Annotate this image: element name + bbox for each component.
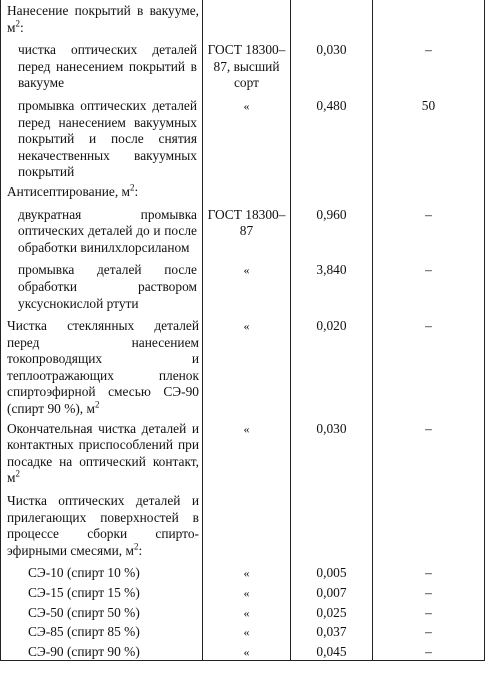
standard-cell: ГОСТ 18300–87, высший сорт (203, 36, 291, 92)
value-cell: 0,020 (291, 312, 373, 418)
value2-cell: – (373, 641, 485, 661)
item-name-cell: чистка оптических деталей перед нанесением покрытий в вакууме (1, 36, 203, 92)
table-row (1, 621, 485, 641)
value2-cell: – (373, 582, 485, 602)
section-header-cell: Антисептирование, $м^2$: (1, 181, 203, 201)
value-cell: 0,045 (291, 641, 373, 661)
table-row (1, 312, 485, 418)
table-row (1, 36, 485, 92)
standard-cell: « (203, 312, 291, 418)
value2-cell: – (373, 602, 485, 622)
table-row (1, 0, 485, 36)
table-row (1, 487, 485, 559)
item-name-cell: СЭ-10 (спирт 10 %) (1, 559, 203, 582)
value-cell: 0,037 (291, 621, 373, 641)
item-name-cell: СЭ-85 (спирт 85 %) (1, 621, 203, 641)
value-cell: 0,480 (291, 92, 373, 181)
standard-cell: « (203, 559, 291, 582)
value2-cell: – (373, 36, 485, 92)
value-cell: 0,025 (291, 602, 373, 622)
standard-cell: « (203, 418, 291, 487)
value2-cell: – (373, 559, 485, 582)
section-header-cell: Нанесение покрытий в вакууме, $м^2$: (1, 0, 203, 36)
table-row (1, 582, 485, 602)
standard-cell: « (203, 92, 291, 181)
item-name-cell: промывка деталей после обработки раствором уксуснокислой ртути (1, 256, 203, 312)
value2-cell: – (373, 256, 485, 312)
standard-cell: « (203, 641, 291, 661)
table-row (1, 602, 485, 622)
item-name-cell: СЭ-50 (спирт 50 %) (1, 602, 203, 622)
standard-cell: « (203, 621, 291, 641)
item-name-cell: Чистка стеклянных деталей перед нанесением токопроводящих и теплоотражающих пленок спиртоэфирной смесью СЭ-90 (спирт 90 %), $м^2$ (1, 312, 203, 418)
value-cell: 0,960 (291, 201, 373, 257)
table-row (1, 418, 485, 487)
table-row (1, 92, 485, 181)
standard-cell: « (203, 602, 291, 622)
value2-cell: – (373, 621, 485, 641)
standard-cell: « (203, 582, 291, 602)
item-name-cell: СЭ-90 (спирт 90 %) (1, 641, 203, 661)
table-row (1, 201, 485, 257)
item-name-cell: СЭ-15 (спирт 15 %) (1, 582, 203, 602)
table-row (1, 181, 485, 201)
standard-cell: « (203, 256, 291, 312)
standard-cell: ГОСТ 18300–87 (203, 201, 291, 257)
value-cell: 0,030 (291, 418, 373, 487)
table-row (1, 641, 485, 661)
section-header-cell: Чистка оптических деталей и прилегающих поверхностей в процессе сборки спирто-эфирными смесями, $м^2$: (1, 487, 203, 559)
table-row (1, 559, 485, 582)
table-row (1, 256, 485, 312)
item-name-cell: промывка оптических деталей перед нанесением вакуумных покрытий и после снятия некачественных вакуумных покрытий (1, 92, 203, 181)
value2-cell: – (373, 312, 485, 418)
value2-cell: 50 (373, 92, 485, 181)
value2-cell: – (373, 201, 485, 257)
value2-cell: – (373, 418, 485, 487)
value-cell: 0,007 (291, 582, 373, 602)
value-cell: 0,030 (291, 36, 373, 92)
value-cell: 0,005 (291, 559, 373, 582)
value-cell: 3,840 (291, 256, 373, 312)
item-name-cell: двукратная промывка оптических деталей до и после обработки винилхлорсиланом (1, 201, 203, 257)
item-name-cell: Окончательная чистка деталей и контактных приспособлений при посадке на оптический контакт, $м^2$ (1, 418, 203, 487)
